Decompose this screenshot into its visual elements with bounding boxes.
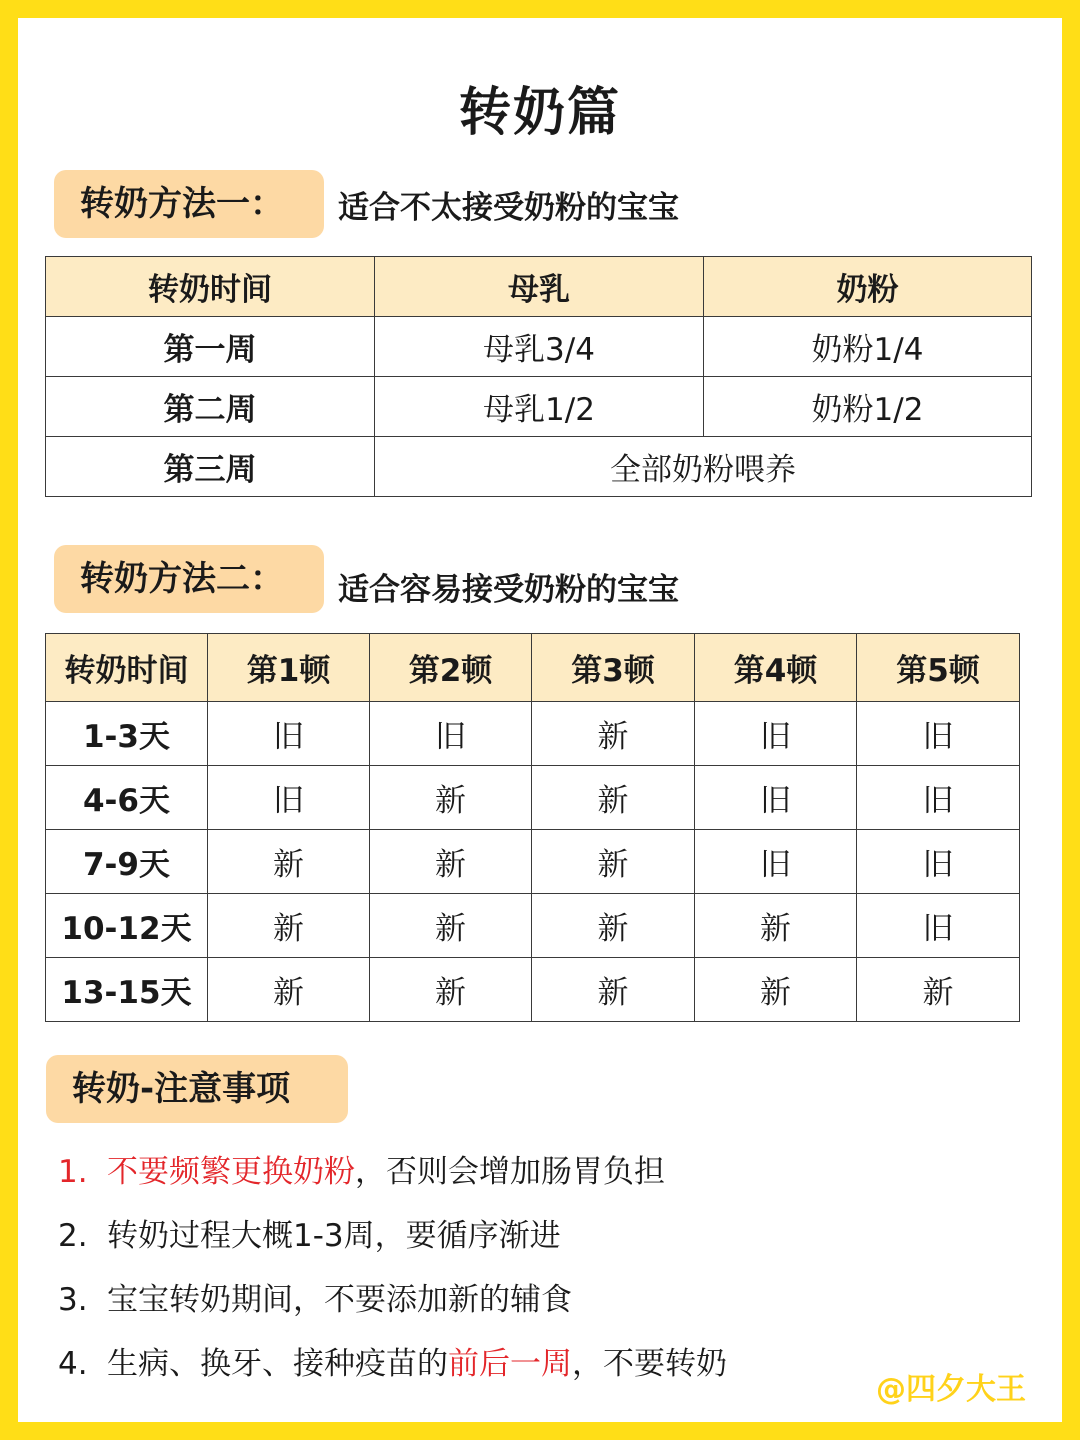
meal-cell: 新 [208,830,370,894]
merged-cell: 全部奶粉喂养 [375,437,1032,497]
meal-cell: 旧 [370,702,532,766]
header-cell: 转奶时间 [46,634,208,702]
days-cell: 7-9天 [46,830,208,894]
note-item [58,1204,1018,1268]
method2-tag: 转奶方法二： [54,545,324,613]
days-cell: 1-3天 [46,702,208,766]
formula-cell: 奶粉1/2 [704,377,1032,437]
meal-cell: 新 [857,958,1020,1022]
header-cell: 母乳 [375,257,704,317]
breast-cell: 母乳1/2 [375,377,704,437]
week-cell: 第一周 [46,317,375,377]
note-item [58,1268,1018,1332]
meal-cell: 旧 [208,766,370,830]
meal-cell: 新 [532,958,695,1022]
meal-cell: 新 [532,894,695,958]
note-number: 2. [58,1218,88,1254]
note-item [58,1332,1018,1396]
table-row [46,702,1020,766]
notes-list [58,1140,1018,1396]
method1-tag: 转奶方法一： [54,170,324,238]
meal-cell: 新 [532,702,695,766]
meal-cell: 旧 [208,702,370,766]
formula-cell: 奶粉1/4 [704,317,1032,377]
method1-desc: 适合不太接受奶粉的宝宝 [338,190,679,226]
meal-cell: 新 [532,766,695,830]
header-cell: 第5顿 [857,634,1020,702]
meal-cell: 旧 [695,766,857,830]
header-cell: 奶粉 [704,257,1032,317]
days-cell: 4-6天 [46,766,208,830]
meal-cell: 旧 [695,702,857,766]
meal-cell: 新 [370,958,532,1022]
note-text: 生病、换牙、接种疫苗的 [107,1346,448,1382]
days-cell: 13-15天 [46,958,208,1022]
header-cell: 第3顿 [532,634,695,702]
note-text: 前后一周 [448,1346,572,1382]
meal-cell: 新 [370,830,532,894]
meal-cell: 旧 [857,894,1020,958]
week-cell: 第三周 [46,437,375,497]
note-text: 转奶过程大概1-3周，要循序渐进 [107,1218,561,1254]
meal-cell: 旧 [857,830,1020,894]
meal-cell: 新 [695,894,857,958]
note-number: 3. [58,1282,88,1318]
header-cell: 第2顿 [370,634,532,702]
table-row [46,830,1020,894]
signature: @四夕大王 [876,1372,1026,1407]
table-row [46,377,1032,437]
meal-cell: 新 [370,894,532,958]
note-number: 1. [58,1154,88,1190]
meal-cell: 新 [208,894,370,958]
table-row [46,894,1020,958]
week-cell: 第二周 [46,377,375,437]
breast-cell: 母乳3/4 [375,317,704,377]
meal-cell: 旧 [857,702,1020,766]
meal-cell: 新 [370,766,532,830]
note-item [58,1140,1018,1204]
method2-desc: 适合容易接受奶粉的宝宝 [338,572,679,608]
note-text: 不要频繁更换奶粉 [107,1154,355,1190]
meal-cell: 旧 [857,766,1020,830]
header-cell: 第4顿 [695,634,857,702]
meal-cell: 新 [532,830,695,894]
meal-cell: 新 [695,958,857,1022]
table-header-row [46,257,1032,317]
days-cell: 10-12天 [46,894,208,958]
note-text: 宝宝转奶期间，不要添加新的辅食 [107,1282,572,1318]
method2-table [45,633,1020,1022]
table-row [46,958,1020,1022]
meal-cell: 旧 [695,830,857,894]
note-number: 4. [58,1346,88,1382]
notes-tag: 转奶-注意事项 [46,1055,348,1123]
table-row [46,317,1032,377]
note-text: ，不要转奶 [572,1346,727,1382]
header-cell: 第1顿 [208,634,370,702]
table-header-row [46,634,1020,702]
page-card [18,18,1062,1422]
method1-table [45,256,1032,497]
meal-cell: 新 [208,958,370,1022]
header-cell: 转奶时间 [46,257,375,317]
page-title: 转奶篇 [458,83,621,143]
table-row [46,437,1032,497]
note-text: ，否则会增加肠胃负担 [355,1154,665,1190]
table-row [46,766,1020,830]
